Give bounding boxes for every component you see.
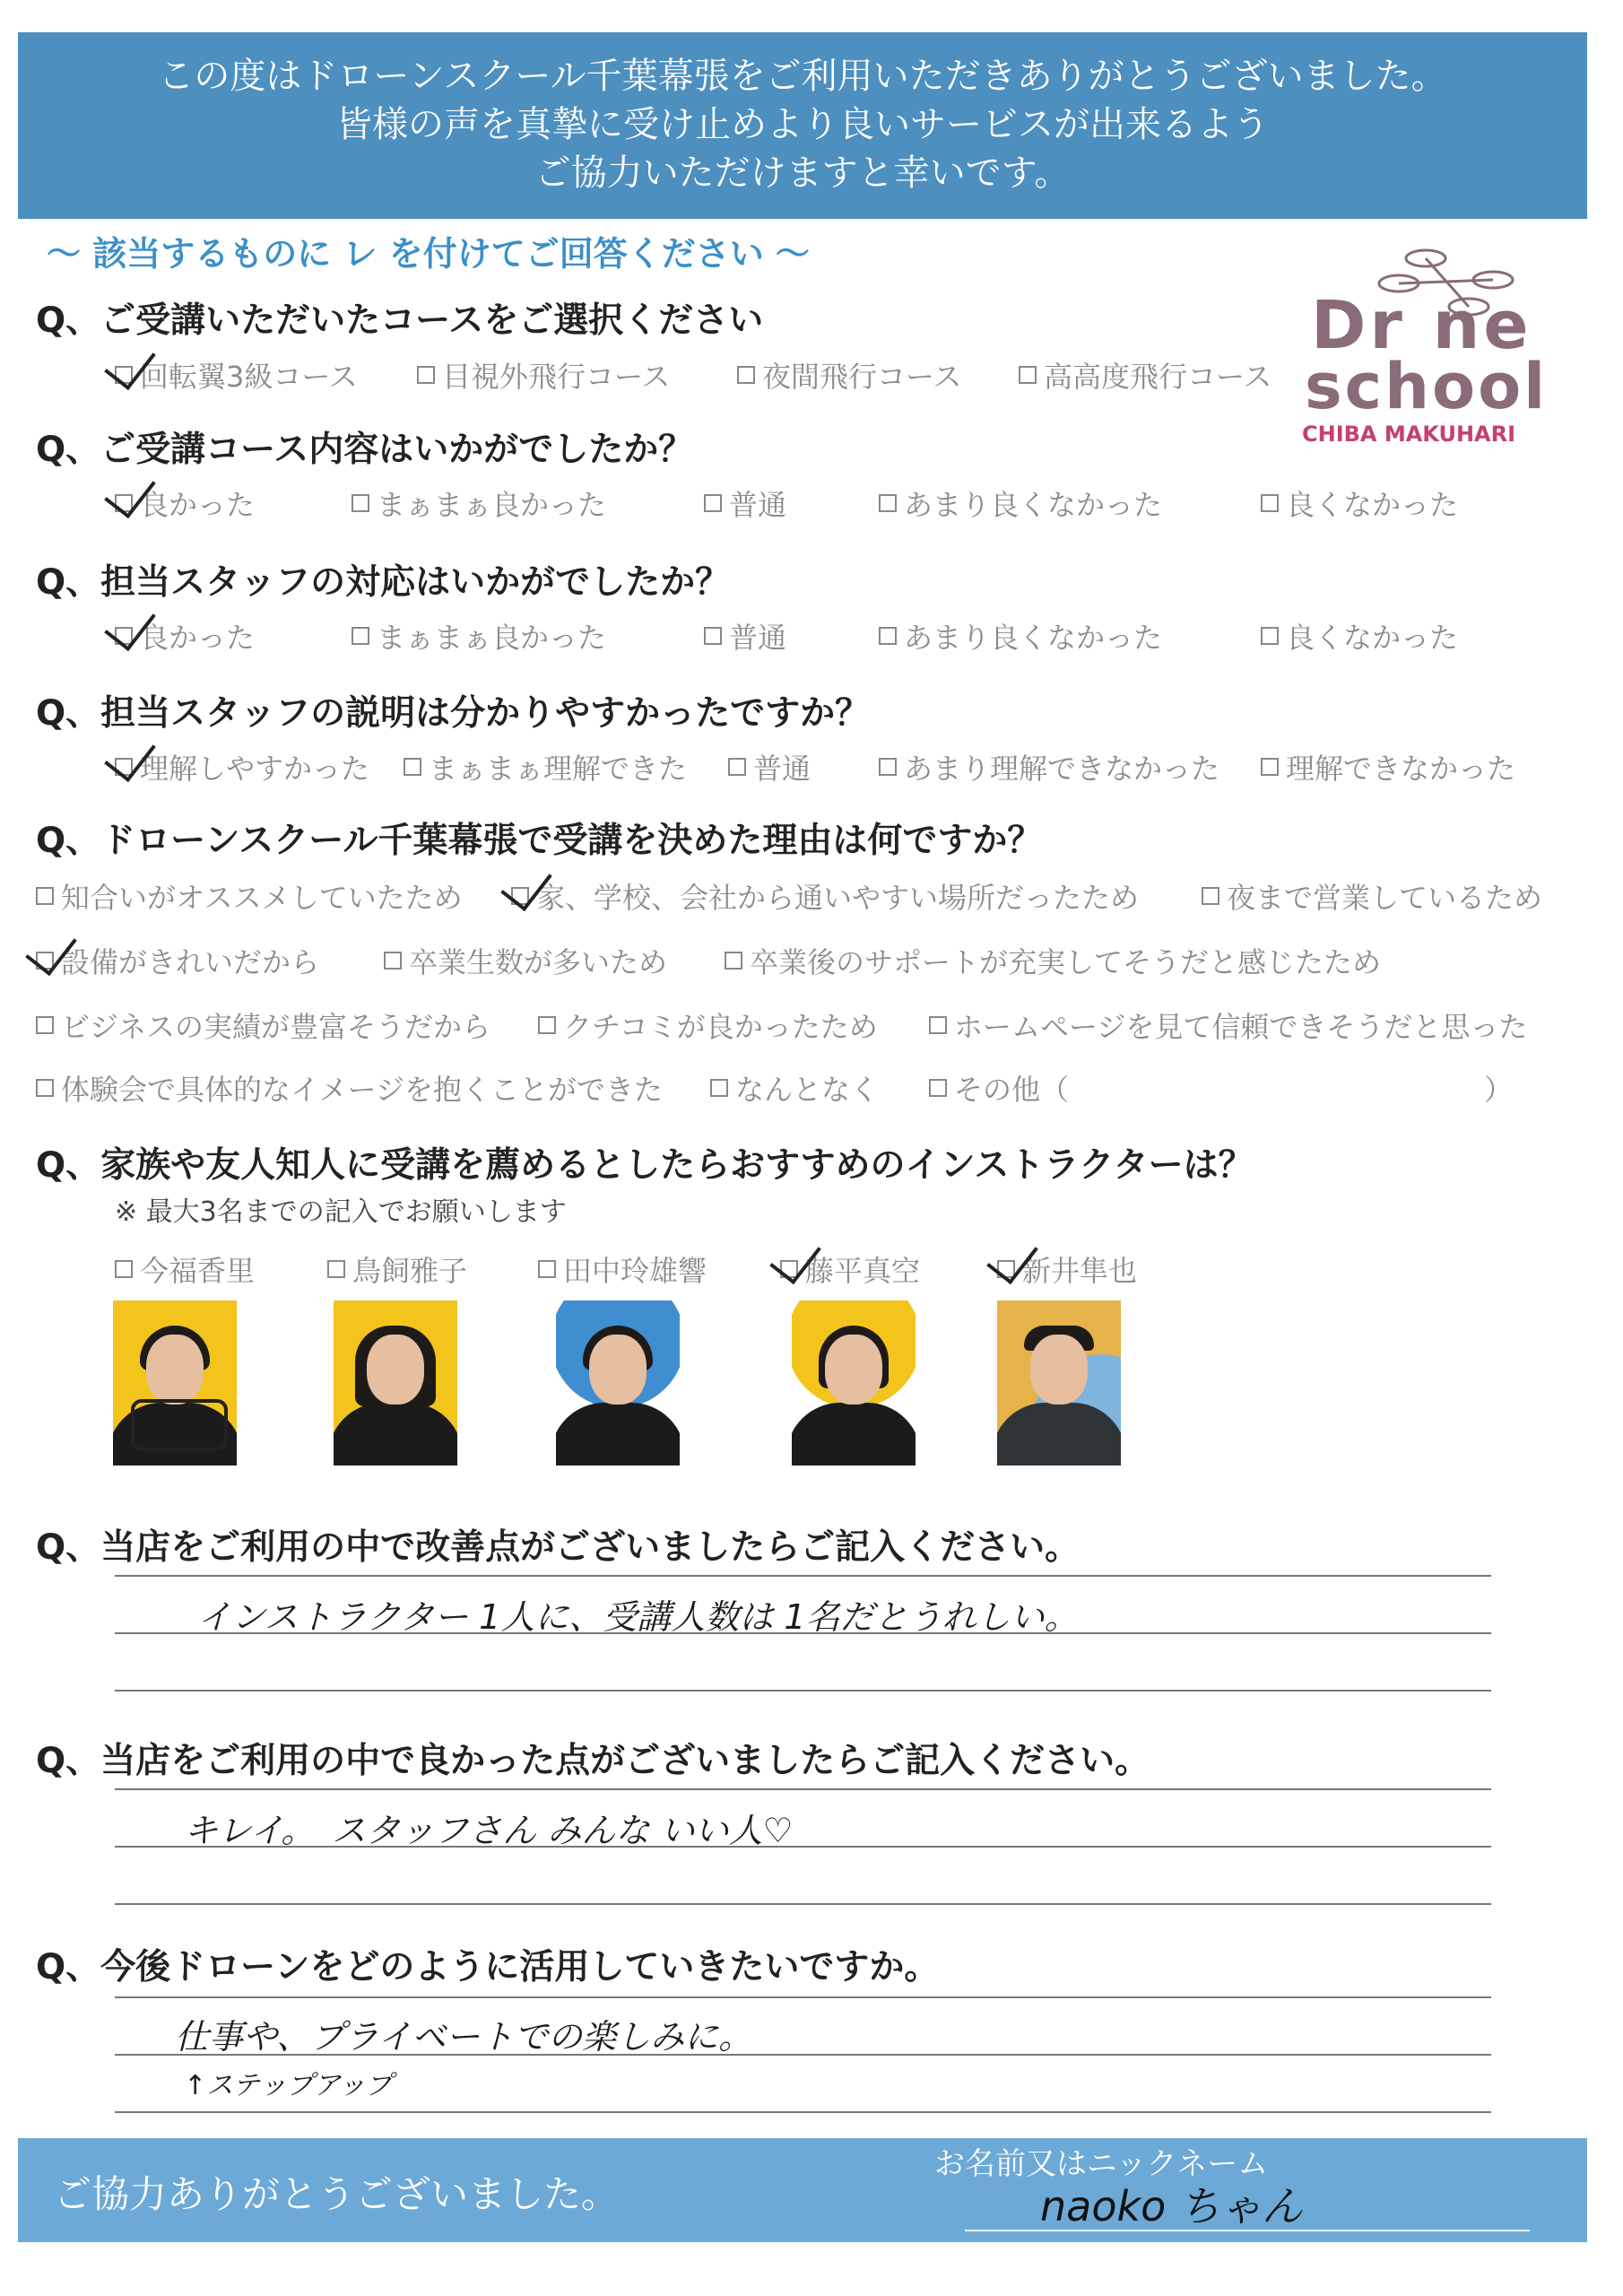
- checkbox[interactable]: [538, 1260, 556, 1278]
- q5-other-close-paren: ）: [1484, 1073, 1514, 1107]
- q4-option-4[interactable]: あまり理解できなかった: [879, 746, 1219, 787]
- instructor-photo-4: [792, 1300, 916, 1465]
- header-banner: [18, 32, 1587, 219]
- checkbox[interactable]: [36, 952, 54, 970]
- q5-question: Q、ドローンスクール千葉幕張で受講を決めた理由は何ですか？: [36, 821, 1043, 861]
- checkbox[interactable]: [728, 758, 746, 776]
- q5-option-4[interactable]: 設備がきれいだから: [36, 940, 319, 981]
- footer-thanks: ご協力ありがとうございました。: [54, 2172, 620, 2216]
- answer-line: [115, 2111, 1491, 2113]
- q3-option-3[interactable]: 普通: [704, 615, 786, 657]
- q5-option-3[interactable]: 夜まで営業しているため: [1202, 875, 1542, 917]
- q7-question: Q、当店をご利用の中で改善点がございましたらご記入ください。: [36, 1527, 1081, 1568]
- q5-option-11[interactable]: なんとなく: [710, 1067, 879, 1109]
- q7-answer[interactable]: インストラクター 1人に、受講人数は 1名だとうれしい。: [197, 1597, 1079, 1637]
- q3-option-5[interactable]: 良くなかった: [1261, 615, 1458, 657]
- q5-option-2[interactable]: 家、学校、会社から通いやすい場所だったため: [511, 875, 1139, 917]
- q5-option-9[interactable]: ホームページを見て信頼できそうだと思った: [929, 1004, 1527, 1046]
- checkbox[interactable]: [36, 1079, 54, 1097]
- checkbox[interactable]: [1261, 494, 1279, 512]
- checkbox[interactable]: [327, 1260, 345, 1278]
- q6-question: Q、家族や友人知人に受講を薦めるとしたらおすすめのインストラクターは？: [36, 1145, 1254, 1186]
- instructor-option-3[interactable]: 田中玲雄響: [538, 1248, 707, 1290]
- instructor-photo-1: [113, 1300, 237, 1465]
- name-label: お名前又はニックネーム: [934, 2146, 1269, 2182]
- q2-option-5[interactable]: 良くなかった: [1261, 483, 1458, 524]
- instructor-option-2[interactable]: 鳥飼雅子: [327, 1248, 467, 1290]
- q5-option-8[interactable]: クチコミが良かったため: [538, 1004, 878, 1046]
- checkbox[interactable]: [115, 494, 133, 512]
- checkbox[interactable]: [879, 627, 897, 645]
- answer-line: [115, 1690, 1491, 1692]
- q2-option-2[interactable]: まぁまぁ良かった: [352, 483, 606, 524]
- q1-question: Q、ご受講いただいたコースをご選択ください: [36, 300, 764, 341]
- q5-option-10[interactable]: 体験会で具体的なイメージを抱くことができた: [36, 1067, 663, 1109]
- drone-school-logo: [1291, 233, 1549, 448]
- logo-drone-text: Dr ne: [1311, 287, 1532, 364]
- logo-location-text: CHIBA MAKUHARI: [1302, 422, 1516, 447]
- instructor-option-4[interactable]: 藤平真空: [780, 1248, 920, 1290]
- checkbox[interactable]: [929, 1016, 947, 1034]
- checkbox[interactable]: [879, 758, 897, 776]
- answer-line: [115, 1903, 1491, 1905]
- header-line-3: ご協力いただけますと幸いです。: [534, 152, 1071, 194]
- q8-answer[interactable]: キレイ。 スタッフさん みんな いい人♡: [184, 1811, 794, 1850]
- checkbox[interactable]: [511, 887, 529, 905]
- q5-option-5[interactable]: 卒業生数が多いため: [384, 940, 667, 981]
- q2-question: Q、ご受講コース内容はいかがでしたか？: [36, 430, 694, 470]
- checkbox[interactable]: [1019, 366, 1037, 384]
- checkbox[interactable]: [1202, 887, 1219, 905]
- header-line-2: 皆様の声を真摯に受け止めより良いサービスが出来るよう: [336, 104, 1269, 145]
- checkbox[interactable]: [780, 1260, 798, 1278]
- checkbox[interactable]: [704, 627, 722, 645]
- answer-line: [115, 1632, 1491, 1634]
- checkbox[interactable]: [384, 952, 402, 970]
- answer-line: [115, 1846, 1491, 1848]
- checkbox[interactable]: [404, 758, 421, 776]
- q5-option-7[interactable]: ビジネスの実績が豊富そうだから: [36, 1004, 490, 1046]
- drone-prop-icon: [131, 1399, 228, 1451]
- checkbox[interactable]: [704, 494, 722, 512]
- answer-line: [115, 1996, 1491, 1998]
- q4-option-1[interactable]: 理解しやすかった: [115, 746, 369, 787]
- q5-option-6[interactable]: 卒業後のサポートが充実してそうだと感じたため: [725, 940, 1381, 981]
- instructor-option-1[interactable]: 今福香里: [115, 1248, 255, 1290]
- checkbox[interactable]: [929, 1079, 947, 1097]
- q4-option-3[interactable]: 普通: [728, 746, 811, 787]
- checkbox[interactable]: [352, 627, 369, 645]
- instructor-option-5[interactable]: 新井隼也: [997, 1248, 1137, 1290]
- answer-line: [115, 1788, 1491, 1790]
- q4-question: Q、担当スタッフの説明は分かりやすかったですか？: [36, 693, 871, 734]
- checkbox[interactable]: [737, 366, 755, 384]
- checkbox[interactable]: [710, 1079, 728, 1097]
- checkbox[interactable]: [417, 366, 435, 384]
- q8-question: Q、当店をご利用の中で良かった点がございましたらご記入ください。: [36, 1741, 1150, 1781]
- checkbox[interactable]: [115, 1260, 133, 1278]
- q3-option-2[interactable]: まぁまぁ良かった: [352, 615, 606, 657]
- checkbox[interactable]: [115, 627, 133, 645]
- q1-option-1[interactable]: 回転翼3級コース: [115, 354, 358, 396]
- checkbox[interactable]: [997, 1260, 1015, 1278]
- answer-line: [115, 1575, 1491, 1577]
- checkbox[interactable]: [115, 758, 133, 776]
- q3-option-1[interactable]: 良かった: [115, 615, 255, 657]
- instructor-photo-2: [334, 1300, 457, 1465]
- header-line-1: この度はドローンスクール千葉幕張をご利用いただきありがとうございました。: [158, 56, 1447, 97]
- checkbox[interactable]: [1261, 758, 1279, 776]
- checkbox[interactable]: [36, 887, 54, 905]
- q9-answer-line-2[interactable]: ↑ステップアップ: [184, 2070, 393, 2101]
- answer-line: [115, 2054, 1491, 2056]
- q4-option-2[interactable]: まぁまぁ理解できた: [404, 746, 687, 787]
- q2-option-4[interactable]: あまり良くなかった: [879, 483, 1162, 524]
- q9-answer-line-1[interactable]: 仕事や、プライベートでの楽しみに。: [175, 2017, 753, 2057]
- q3-option-4[interactable]: あまり良くなかった: [879, 615, 1162, 657]
- checkbox[interactable]: [352, 494, 369, 512]
- q1-option-2[interactable]: 目視外飛行コース: [417, 354, 670, 396]
- checkbox[interactable]: [36, 1016, 54, 1034]
- q3-question: Q、担当スタッフの対応はいかがでしたか？: [36, 562, 731, 603]
- checkbox[interactable]: [115, 366, 133, 384]
- checkbox[interactable]: [538, 1016, 556, 1034]
- q5-option-other[interactable]: その他（: [929, 1067, 1069, 1109]
- checkbox[interactable]: [1261, 627, 1279, 645]
- checkbox[interactable]: [725, 952, 742, 970]
- q5-option-1[interactable]: 知合いがオススメしていたため: [36, 875, 463, 917]
- q2-option-3[interactable]: 普通: [704, 483, 786, 524]
- name-field[interactable]: naoko ちゃん: [1040, 2182, 1303, 2231]
- q1-option-3[interactable]: 夜間飛行コース: [737, 354, 961, 396]
- checkbox[interactable]: [879, 494, 897, 512]
- instructor-photo-3: [556, 1300, 680, 1465]
- q1-option-4[interactable]: 高高度飛行コース: [1019, 354, 1271, 396]
- q9-question: Q、今後ドローンをどのように活用していきたいですか。: [36, 1947, 940, 1987]
- q6-note: ※ 最大3名までの記入でお願いします: [115, 1196, 567, 1228]
- logo-school-text: school: [1305, 350, 1549, 423]
- instruction-text: 〜 該当するものに レ を付けてご回答ください 〜: [47, 234, 810, 274]
- q2-option-1[interactable]: 良かった: [115, 483, 255, 524]
- instructor-photo-5: [997, 1300, 1121, 1465]
- q4-option-5[interactable]: 理解できなかった: [1261, 746, 1515, 787]
